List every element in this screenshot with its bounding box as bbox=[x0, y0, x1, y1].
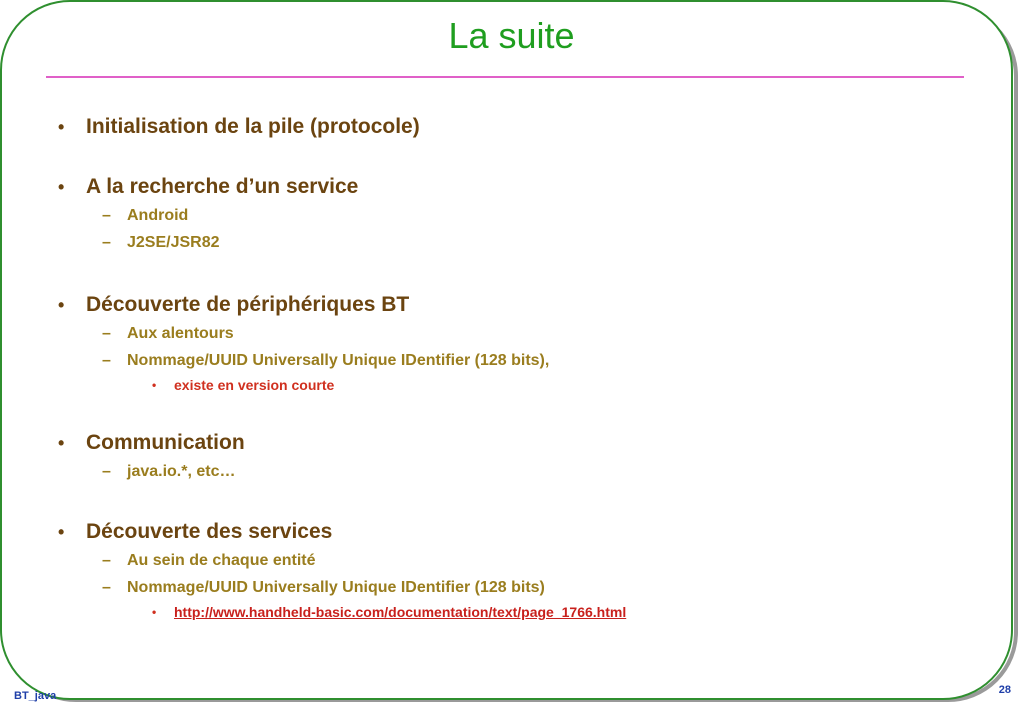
page-number: 28 bbox=[998, 684, 1011, 696]
sub-sub-bullet-item bbox=[56, 374, 976, 396]
dash-icon: – bbox=[102, 352, 111, 369]
sub-bullet-text: java.io.*, etc… bbox=[127, 463, 236, 480]
bullet-icon: • bbox=[58, 522, 65, 542]
bullet-icon: • bbox=[58, 117, 65, 137]
bullet-list bbox=[56, 112, 976, 623]
bullet-item bbox=[56, 290, 976, 320]
title-divider bbox=[46, 76, 964, 78]
bullet-text: Communication bbox=[86, 431, 245, 454]
bullet-icon: • bbox=[58, 177, 65, 197]
slide-title: La suite bbox=[448, 15, 575, 56]
sub-bullet-text: Nommage/UUID Universally Unique IDentifier (128 bits) bbox=[127, 579, 545, 596]
sub-sub-bullet-text: existe en version courte bbox=[174, 377, 335, 393]
bullet-item bbox=[56, 428, 976, 458]
sub-bullet-text: Aux alentours bbox=[127, 325, 234, 342]
dash-icon: – bbox=[102, 579, 111, 596]
sub-bullet-item bbox=[56, 320, 976, 347]
dash-icon: – bbox=[102, 234, 111, 251]
bullet-text: Découverte des services bbox=[86, 520, 333, 543]
bullet-text: Initialisation de la pile (protocole) bbox=[86, 115, 420, 138]
dash-icon: – bbox=[102, 463, 111, 480]
sub-bullet-text: Au sein de chaque entité bbox=[127, 552, 316, 569]
bullet-icon: • bbox=[152, 605, 157, 619]
sub-bullet-item bbox=[56, 574, 976, 601]
sub-bullet-text: Android bbox=[127, 207, 189, 224]
bullet-text: Découverte de périphériques BT bbox=[86, 293, 410, 316]
bullet-icon: • bbox=[152, 378, 157, 392]
dash-icon: – bbox=[102, 325, 111, 342]
bullet-text: A la recherche d’un service bbox=[86, 175, 359, 198]
documentation-link[interactable]: http://www.handheld-basic.com/documentation/text/page_1766.html bbox=[174, 604, 627, 620]
bullet-icon: • bbox=[58, 295, 65, 315]
sub-bullet-item bbox=[56, 547, 976, 574]
footer-label: BT_java bbox=[14, 690, 57, 702]
sub-bullet-item bbox=[56, 458, 976, 485]
sub-bullet-text: Nommage/UUID Universally Unique IDentifier (128 bits), bbox=[127, 352, 550, 369]
sub-bullet-text: J2SE/JSR82 bbox=[127, 234, 220, 251]
dash-icon: – bbox=[102, 552, 111, 569]
bullet-item bbox=[56, 517, 976, 547]
bullet-icon: • bbox=[58, 433, 65, 453]
sub-bullet-item bbox=[56, 202, 976, 229]
bullet-item bbox=[56, 172, 976, 202]
sub-bullet-item bbox=[56, 229, 976, 256]
dash-icon: – bbox=[102, 207, 111, 224]
bullet-item bbox=[56, 112, 976, 142]
sub-sub-bullet-item bbox=[56, 601, 976, 623]
sub-bullet-item bbox=[56, 347, 976, 374]
